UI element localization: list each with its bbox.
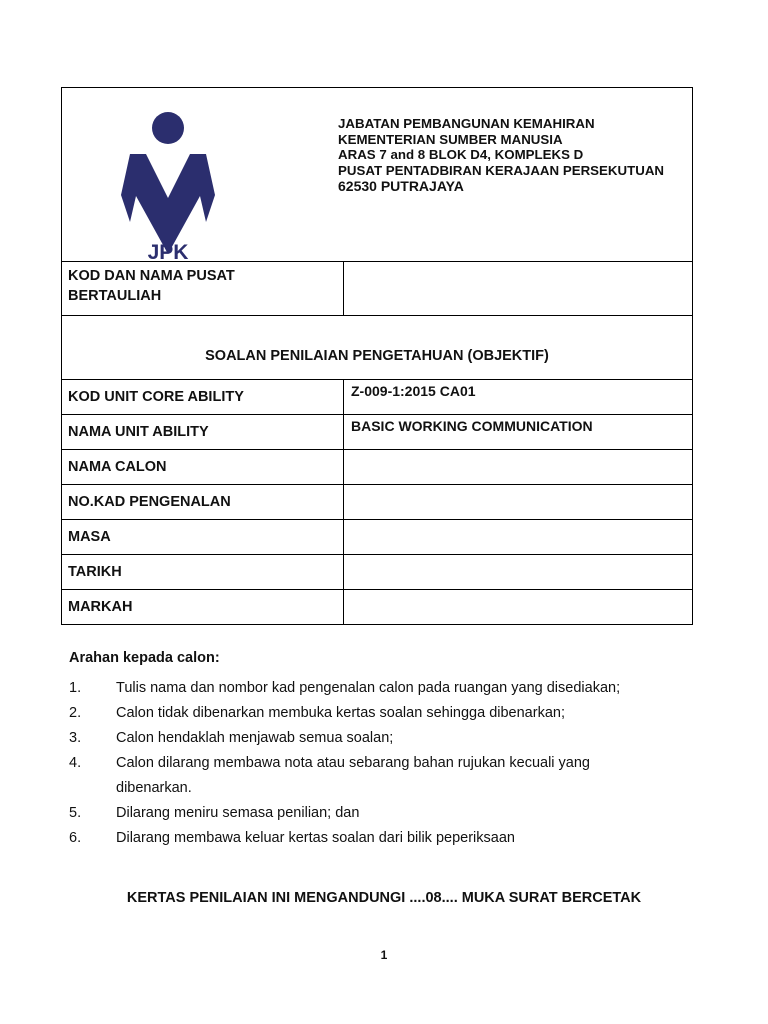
item-text: Calon dilarang membawa nota atau sebarang bahan rujukan kecuali yang dibenarkan. — [116, 755, 590, 796]
item-text: Dilarang membawa keluar kertas soalan dari bilik peperiksaan — [116, 830, 515, 846]
address-line: 62530 PUTRAJAYA — [338, 178, 464, 194]
address-line: KEMENTERIAN SUMBER MANUSIA — [338, 131, 563, 147]
nama-calon-field[interactable] — [344, 450, 692, 484]
list-item — [69, 676, 689, 701]
jpk-logo-icon — [118, 112, 218, 262]
markah-field[interactable] — [344, 590, 692, 624]
instructions — [69, 650, 689, 851]
page-number: 1 — [380, 948, 388, 962]
no-kad-field[interactable] — [344, 485, 692, 519]
field-label: TARIKH — [62, 555, 344, 589]
item-number: 1. — [69, 680, 82, 696]
list-item — [69, 751, 689, 801]
header-row — [62, 88, 692, 262]
item-text: Tulis nama dan nombor kad pengenalan calon pada ruangan yang disediakan; — [116, 680, 621, 696]
field-label: MARKAH — [62, 590, 344, 624]
field-label: KOD UNIT CORE ABILITY — [62, 380, 344, 414]
list-item — [69, 701, 689, 726]
field-label: MASA — [62, 520, 344, 554]
instructions-heading: Arahan kepada calon: — [69, 650, 220, 666]
field-row-markah — [62, 590, 692, 625]
field-row-kod-unit — [62, 380, 692, 415]
pusat-label: KOD DAN NAMA PUSAT BERTAULIAH — [62, 262, 344, 315]
field-value: BASIC WORKING COMMUNICATION — [351, 418, 593, 434]
field-row-masa — [62, 520, 692, 555]
logo-text: JPK — [147, 241, 189, 262]
pusat-value-field[interactable] — [344, 262, 692, 315]
field-value: Z-009-1:2015 CA01 — [351, 383, 476, 399]
pusat-row — [62, 262, 692, 316]
item-text: Calon tidak dibenarkan membuka kertas soalan sehingga dibenarkan; — [116, 705, 565, 721]
list-item — [69, 726, 689, 751]
item-number: 6. — [69, 830, 82, 846]
title-row — [62, 316, 692, 380]
field-label: NO.KAD PENGENALAN — [62, 485, 344, 519]
field-row-tarikh — [62, 555, 692, 590]
page-title: SOALAN PENILAIAN PENGETAHUAN (OBJEKTIF) — [205, 348, 549, 364]
address-line: PUSAT PENTADBIRAN KERAJAAN PERSEKUTUAN — [338, 162, 665, 178]
masa-field[interactable] — [344, 520, 692, 554]
field-label: NAMA CALON — [62, 450, 344, 484]
item-number: 3. — [69, 730, 82, 746]
item-text: Dilarang meniru semasa penilian; dan — [116, 805, 360, 821]
tarikh-field[interactable] — [344, 555, 692, 589]
address-line: JABATAN PEMBANGUNAN KEMAHIRAN — [338, 116, 595, 131]
address-line: ARAS 7 and 8 BLOK D4, KOMPLEKS D — [338, 147, 584, 162]
item-number: 4. — [69, 755, 82, 771]
list-item — [69, 826, 689, 851]
address-block — [338, 116, 664, 195]
field-row-nama-unit — [62, 415, 692, 450]
item-number: 2. — [69, 705, 82, 721]
item-text: Calon hendaklah menjawab semua soalan; — [116, 730, 394, 746]
item-number: 5. — [69, 805, 82, 821]
list-item — [69, 801, 689, 826]
field-label: NAMA UNIT ABILITY — [62, 415, 344, 449]
form-table — [61, 87, 693, 625]
page-count-note: KERTAS PENILAIAN INI MENGANDUNGI ....08.... MUKA SURAT BERCETAK — [126, 890, 642, 906]
field-row-nama-calon — [62, 450, 692, 485]
field-row-no-kad — [62, 485, 692, 520]
